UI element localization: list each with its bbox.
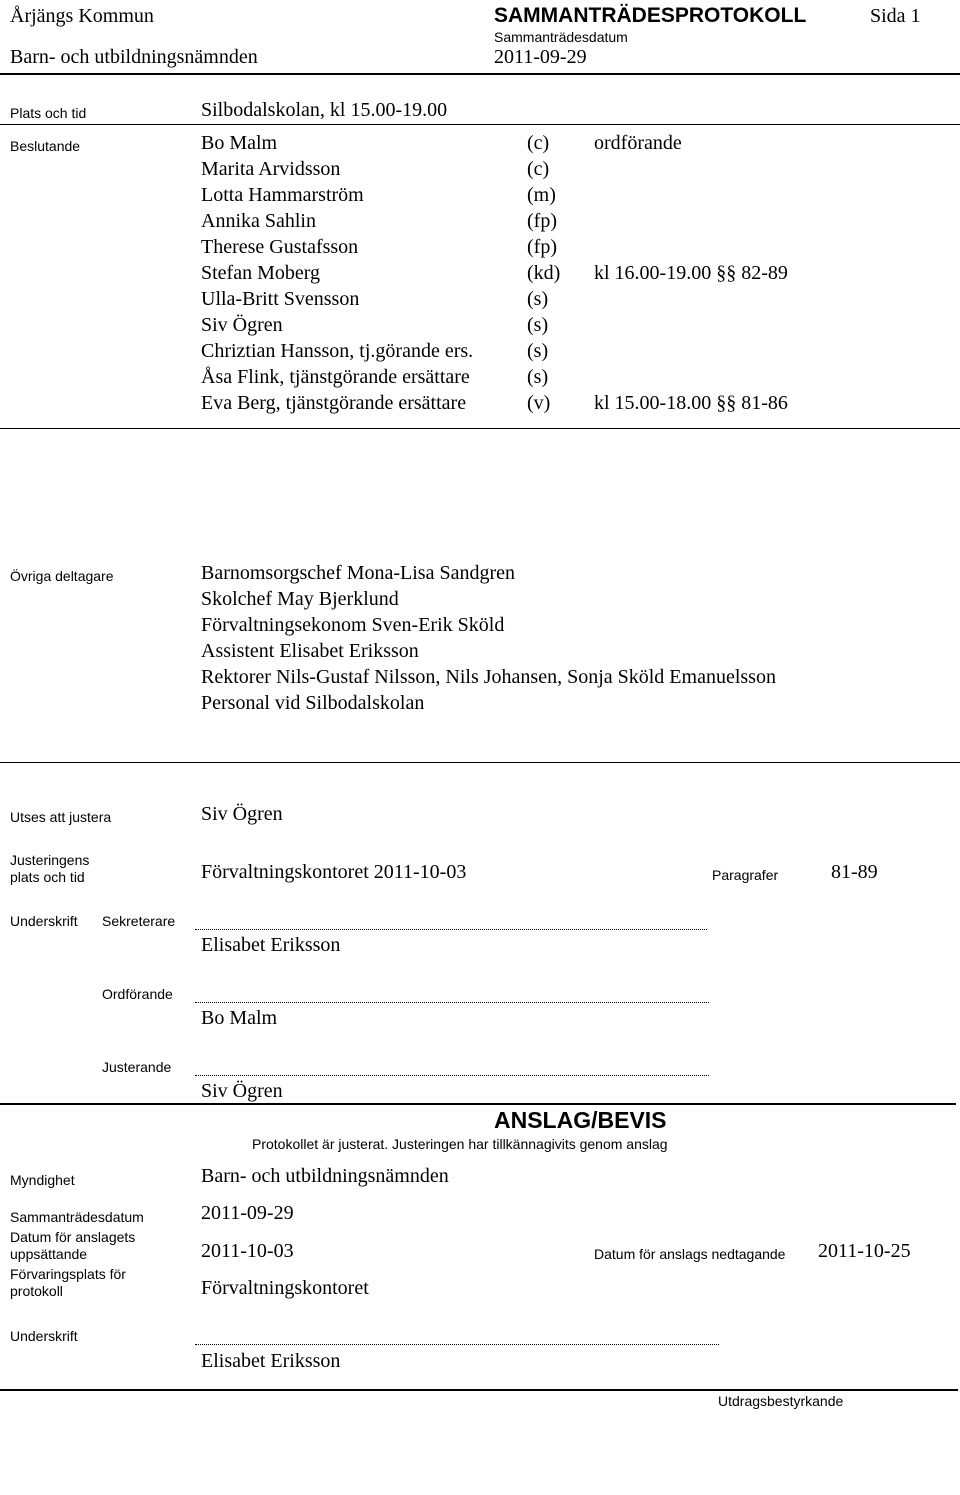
member-party: (s)	[527, 314, 549, 336]
document-title: SAMMANTRÄDESPROTOKOLL	[494, 4, 807, 27]
member-party: (v)	[527, 392, 551, 414]
adjust-place-label-2: plats och tid	[10, 869, 85, 885]
chair-label: Ordförande	[102, 986, 173, 1002]
member-name: Stefan Moberg	[201, 262, 321, 284]
member-name: Åsa Flink, tjänstgörande ersättare	[201, 366, 470, 388]
member-note: ordförande	[594, 132, 682, 154]
board-name: Barn- och utbildningsnämnden	[10, 46, 258, 68]
posted-label-2: uppsättande	[10, 1246, 88, 1262]
participant-line: Assistent Elisabet Eriksson	[201, 640, 419, 662]
removed-value: 2011-10-25	[818, 1240, 911, 1262]
secretary-label: Sekreterare	[102, 913, 176, 929]
member-party: (m)	[527, 184, 556, 206]
member-party: (fp)	[527, 236, 557, 258]
paragraphs-value: 81-89	[831, 861, 878, 883]
certify-divider	[0, 1389, 958, 1391]
adjuster-signature-line	[195, 1075, 709, 1076]
participant-line: Rektorer Nils-Gustaf Nilsson, Nils Johansen, Sonja Sköld Emanuelsson	[201, 666, 776, 688]
member-party: (kd)	[527, 262, 561, 284]
member-name: Lotta Hammarström	[201, 184, 364, 206]
place-divider	[0, 124, 960, 125]
member-party: (s)	[527, 288, 549, 310]
notice-signature-label: Underskrift	[10, 1328, 78, 1344]
member-name: Annika Sahlin	[201, 210, 316, 232]
adjuster-value: Siv Ögren	[201, 803, 283, 825]
member-party: (s)	[527, 340, 549, 362]
member-party: (c)	[527, 158, 550, 180]
posted-label-1: Datum för anslagets	[10, 1229, 136, 1245]
member-note: kl 15.00-18.00 §§ 81-86	[594, 392, 788, 414]
header-divider	[0, 73, 960, 75]
secretary-signature-line	[195, 929, 707, 930]
participant-line: Personal vid Silbodalskolan	[201, 692, 425, 714]
member-name: Eva Berg, tjänstgörande ersättare	[201, 392, 467, 414]
signature-label: Underskrift	[10, 913, 78, 929]
member-name: Bo Malm	[201, 132, 278, 154]
storage-label-2: protokoll	[10, 1283, 63, 1299]
deciding-divider	[0, 428, 960, 429]
posted-value: 2011-10-03	[201, 1240, 294, 1262]
place-label: Plats och tid	[10, 105, 87, 121]
member-party: (s)	[527, 366, 549, 388]
adjuster-sign-label: Justerande	[102, 1059, 172, 1075]
member-party: (c)	[527, 132, 550, 154]
notice-signature-name: Elisabet Eriksson	[201, 1350, 341, 1372]
member-name: Therese Gustafsson	[201, 236, 359, 258]
storage-value: Förvaltningskontoret	[201, 1277, 369, 1299]
adjust-place-value: Förvaltningskontoret 2011-10-03	[201, 861, 467, 883]
secretary-name: Elisabet Eriksson	[201, 934, 341, 956]
meeting-date: 2011-09-29	[494, 46, 587, 68]
page-number: Sida 1	[870, 5, 921, 27]
certify-label: Utdragsbestyrkande	[718, 1393, 844, 1409]
member-name: Marita Arvidsson	[201, 158, 341, 180]
participant-line: Förvaltningsekonom Sven-Erik Sköld	[201, 614, 505, 636]
notice-divider	[0, 1103, 956, 1105]
notice-meeting-date-value: 2011-09-29	[201, 1202, 294, 1224]
adjuster-name: Siv Ögren	[201, 1080, 283, 1102]
authority-label: Myndighet	[10, 1172, 75, 1188]
participant-line: Barnomsorgschef Mona-Lisa Sandgren	[201, 562, 516, 584]
notice-signature-line	[195, 1344, 719, 1345]
place-value: Silbodalskolan, kl 15.00-19.00	[201, 99, 448, 121]
member-name: Siv Ögren	[201, 314, 283, 336]
storage-label-1: Förvaringsplats för	[10, 1266, 126, 1282]
municipality-name: Årjängs Kommun	[10, 5, 154, 27]
notice-meeting-date-label: Sammanträdesdatum	[10, 1209, 144, 1225]
member-party: (fp)	[527, 210, 557, 232]
member-name: Chriztian Hansson, tj.görande ers.	[201, 340, 474, 362]
removed-label: Datum för anslags nedtagande	[594, 1246, 786, 1262]
others-label: Övriga deltagare	[10, 568, 114, 584]
chair-name: Bo Malm	[201, 1007, 278, 1029]
deciding-label: Beslutande	[10, 138, 81, 154]
meeting-date-label: Sammanträdesdatum	[494, 29, 628, 45]
member-name: Ulla-Britt Svensson	[201, 288, 360, 310]
others-divider	[0, 762, 960, 763]
participant-line: Skolchef May Bjerklund	[201, 588, 399, 610]
adjust-place-label-1: Justeringens	[10, 852, 90, 868]
adjuster-label: Utses att justera	[10, 809, 112, 825]
chair-signature-line	[195, 1002, 709, 1003]
paragraphs-label: Paragrafer	[712, 867, 779, 883]
member-note: kl 16.00-19.00 §§ 82-89	[594, 262, 788, 284]
notice-title: ANSLAG/BEVIS	[494, 1107, 667, 1133]
notice-subtitle: Protokollet är justerat. Justeringen har tillkännagivits genom anslag	[252, 1136, 668, 1152]
authority-value: Barn- och utbildningsnämnden	[201, 1165, 449, 1187]
